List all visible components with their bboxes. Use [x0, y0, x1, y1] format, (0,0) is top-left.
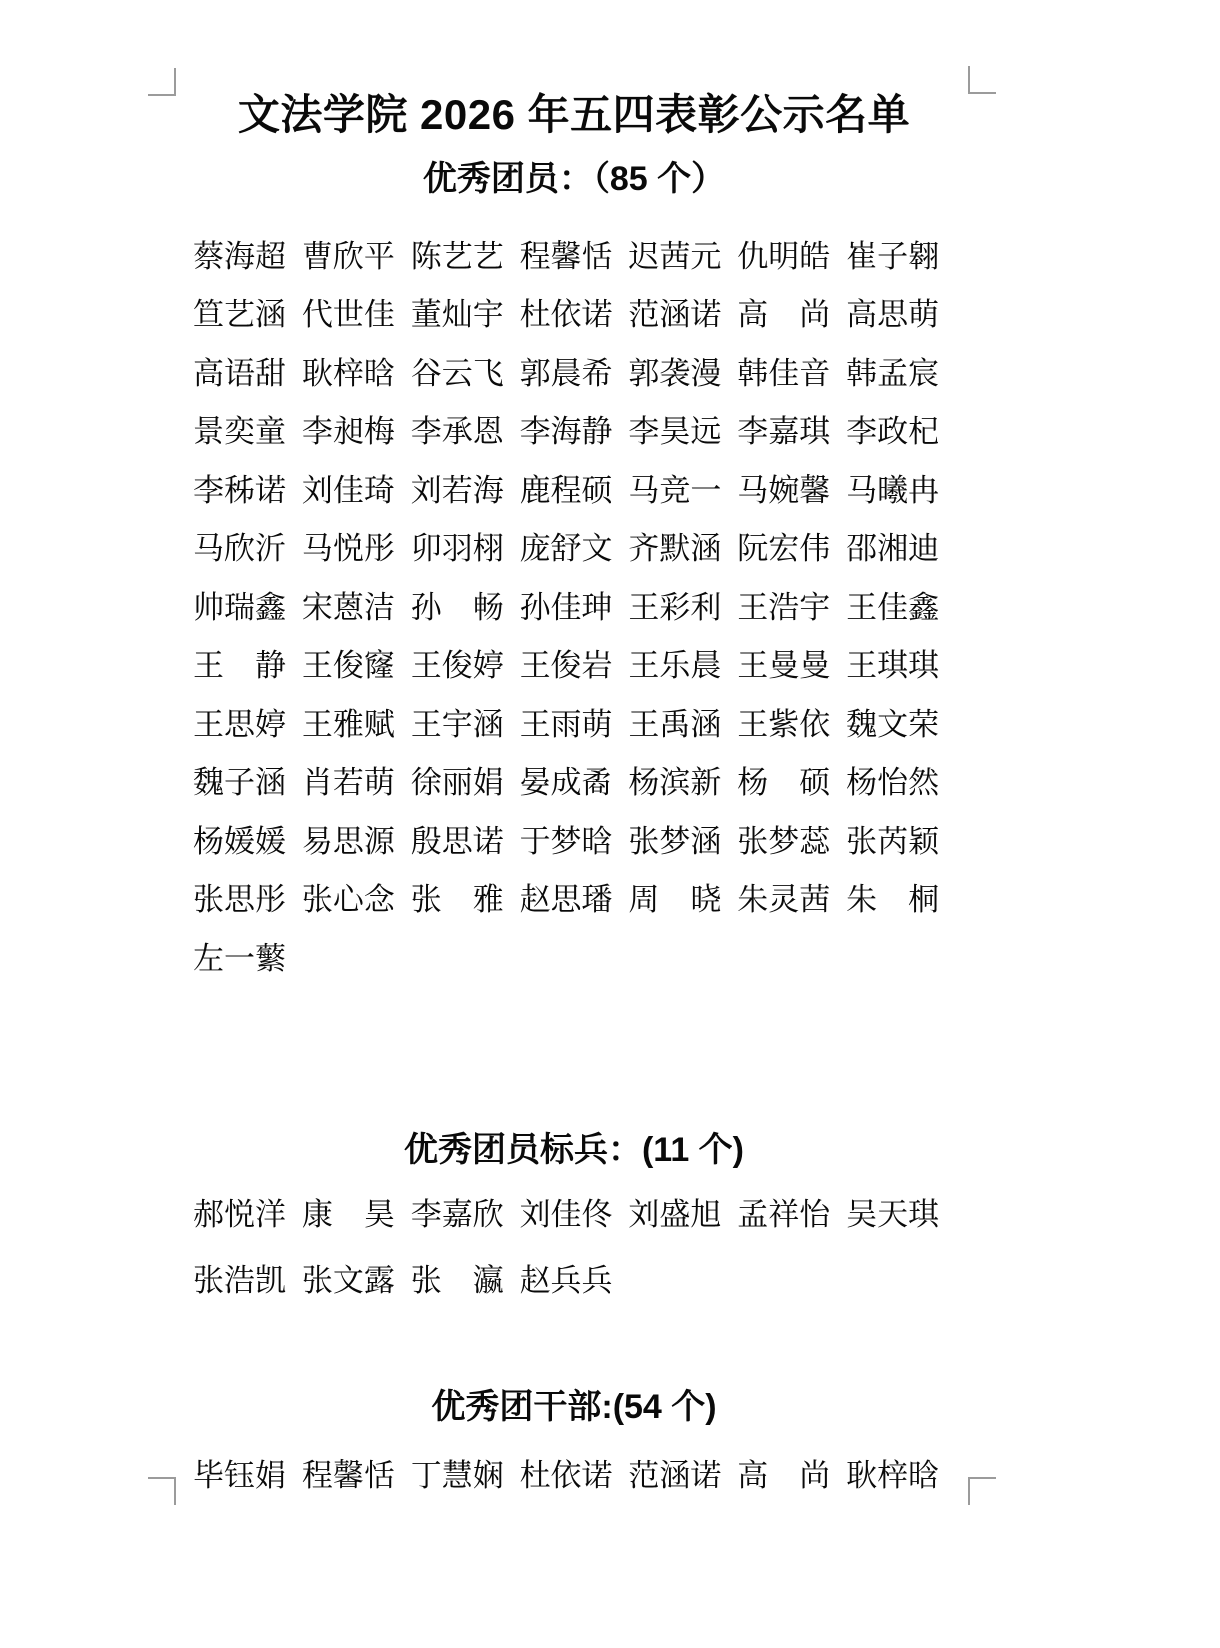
- person-name: 杨媛媛: [193, 823, 286, 859]
- person-name: 于梦晗: [519, 823, 613, 859]
- person-name: 王思婷: [193, 706, 286, 742]
- person-name: 王浩宇: [737, 589, 831, 625]
- name-row: [193, 1443, 955, 1503]
- person-name: 高 尚: [737, 297, 831, 333]
- person-name: 王禹涵: [628, 706, 722, 742]
- section-0: [193, 158, 955, 985]
- person-name: 马竞一: [628, 472, 722, 508]
- crop-mark-top-left-icon: [148, 68, 176, 96]
- person-name: 卯羽栩: [410, 531, 504, 567]
- name-row: [193, 751, 955, 810]
- person-name: 王雨萌: [519, 706, 613, 742]
- person-name: 王俊婷: [410, 648, 504, 684]
- person-name: 毕钰娟: [193, 1458, 286, 1493]
- person-name: 王雅赋: [301, 706, 395, 742]
- person-name: 赵思璠: [519, 882, 613, 918]
- person-name: 杨怡然: [846, 765, 940, 801]
- person-name: 张梦涵: [628, 823, 722, 859]
- person-name: 程馨恬: [301, 1458, 395, 1493]
- person-name: 赵兵兵: [519, 1263, 613, 1298]
- person-name: 刘盛旭: [628, 1197, 722, 1232]
- person-name: 朱 桐: [846, 882, 940, 918]
- person-name: 程馨恬: [519, 238, 613, 274]
- person-name: 宋蒽洁: [301, 589, 395, 625]
- person-name: 王佳鑫: [846, 589, 940, 625]
- name-row: [193, 634, 955, 693]
- person-name: 李海静: [519, 414, 613, 450]
- person-name: 耿梓晗: [846, 1458, 940, 1493]
- person-name: 易思源: [301, 823, 395, 859]
- section-heading: 优秀团员：（85 个）: [422, 160, 726, 198]
- person-name: 肖若萌: [301, 765, 395, 801]
- section-1: [193, 1129, 955, 1311]
- section-heading: 优秀团干部:(54 个): [431, 1387, 717, 1426]
- person-name: 张文露: [301, 1263, 395, 1298]
- name-row: [193, 458, 955, 517]
- person-name: 孙 畅: [410, 589, 504, 625]
- person-name: 马悦彤: [301, 531, 395, 567]
- person-name: 孙佳珅: [519, 589, 613, 625]
- name-row: [193, 224, 955, 283]
- person-name: 韩孟宸: [846, 355, 940, 391]
- person-name: 张 雅: [410, 882, 504, 918]
- person-name: 丁慧娴: [410, 1458, 504, 1493]
- person-name: 马欣沂: [193, 531, 286, 567]
- person-name: 李政杞: [846, 414, 940, 450]
- person-name: 杜依诺: [519, 1458, 613, 1493]
- name-rows: [193, 224, 955, 985]
- person-name: 魏子涵: [193, 765, 286, 801]
- person-name: 陈艺艺: [410, 238, 504, 274]
- person-name: 耿梓晗: [301, 355, 395, 391]
- person-name: 邵湘迪: [846, 531, 940, 567]
- document-content: [193, 0, 955, 1503]
- person-name: 韩佳音: [737, 355, 831, 391]
- person-name: 曹欣平: [301, 238, 395, 274]
- person-name: 张芮颖: [846, 823, 940, 859]
- person-name: 李昊远: [628, 414, 722, 450]
- name-row: [193, 868, 955, 927]
- crop-mark-bottom-right-icon: [968, 1477, 996, 1505]
- person-name: 范涵诺: [628, 297, 722, 333]
- person-name: 李嘉欣: [410, 1197, 504, 1232]
- person-name: 郝悦洋: [193, 1197, 286, 1232]
- person-name: 景奕童: [193, 414, 286, 450]
- name-row: [193, 575, 955, 634]
- person-name: 王彩利: [628, 589, 722, 625]
- person-name: 郭袭漫: [628, 355, 722, 391]
- person-name: 王曼曼: [737, 648, 831, 684]
- person-name: 张 瀛: [410, 1263, 504, 1298]
- person-name: 张思彤: [193, 882, 286, 918]
- person-name: 王宇涵: [410, 706, 504, 742]
- person-name: 王 静: [193, 648, 286, 684]
- name-row: [193, 809, 955, 868]
- person-name: 鹿程硕: [519, 472, 613, 508]
- person-name: 笪艺涵: [193, 297, 286, 333]
- crop-mark-bottom-left-icon: [148, 1477, 176, 1505]
- person-name: 孟祥怡: [737, 1197, 831, 1232]
- name-row: [193, 692, 955, 751]
- person-name: 帅瑞鑫: [193, 589, 286, 625]
- person-name: 刘若海: [410, 472, 504, 508]
- name-rows: [193, 1179, 955, 1311]
- person-name: 庞舒文: [519, 531, 613, 567]
- person-name: 李嘉琪: [737, 414, 831, 450]
- person-name: 杨滨新: [628, 765, 722, 801]
- person-name: 徐丽娟: [410, 765, 504, 801]
- name-row: [193, 517, 955, 576]
- section-heading: 优秀团员标兵：(11 个): [403, 1130, 745, 1169]
- person-name: 杨 硕: [737, 765, 831, 801]
- person-name: 高思萌: [846, 297, 940, 333]
- person-name: 马曦冉: [846, 472, 940, 508]
- crop-mark-top-right-icon: [968, 66, 996, 94]
- name-row: [193, 1179, 955, 1245]
- person-name: 高 尚: [737, 1458, 831, 1493]
- person-name: 齐默涵: [628, 531, 722, 567]
- name-row: [193, 341, 955, 400]
- person-name: 刘佳琦: [301, 472, 395, 508]
- name-row: [193, 1245, 955, 1311]
- person-name: 王紫依: [737, 706, 831, 742]
- person-name: 魏文荣: [846, 706, 940, 742]
- document-title: 文法学院 2026 年五四表彰公示名单: [237, 91, 911, 138]
- person-name: 蔡海超: [193, 238, 286, 274]
- person-name: 阮宏伟: [737, 531, 831, 567]
- person-name: 高语甜: [193, 355, 286, 391]
- person-name: 吴天琪: [846, 1197, 940, 1232]
- person-name: 王琪琪: [846, 648, 940, 684]
- person-name: 李昶梅: [301, 414, 395, 450]
- person-name: 张梦蕊: [737, 823, 831, 859]
- person-name: 迟茜元: [628, 238, 722, 274]
- person-name: 周 晓: [628, 882, 722, 918]
- name-rows: [193, 1443, 955, 1503]
- person-name: 崔子翱: [846, 238, 940, 274]
- person-name: 张心念: [301, 882, 395, 918]
- person-name: 朱灵茜: [737, 882, 831, 918]
- sections-container: [193, 158, 955, 1503]
- person-name: 康 昊: [301, 1197, 395, 1232]
- name-row: [193, 926, 955, 985]
- person-name: 郭晨希: [519, 355, 613, 391]
- person-name: 范涵诺: [628, 1458, 722, 1493]
- person-name: 左一蘩: [193, 940, 286, 976]
- person-name: 王俊岩: [519, 648, 613, 684]
- person-name: 仇明皓: [737, 238, 831, 274]
- person-name: 张浩凯: [193, 1263, 286, 1298]
- person-name: 谷云飞: [410, 355, 504, 391]
- person-name: 杜依诺: [519, 297, 613, 333]
- name-row: [193, 283, 955, 342]
- person-name: 刘佳佟: [519, 1197, 613, 1232]
- person-name: 李承恩: [410, 414, 504, 450]
- person-name: 王乐晨: [628, 648, 722, 684]
- person-name: 殷思诺: [410, 823, 504, 859]
- person-name: 马婉馨: [737, 472, 831, 508]
- section-2: [193, 1386, 955, 1503]
- person-name: 董灿宇: [410, 297, 504, 333]
- person-name: 李秭诺: [193, 472, 286, 508]
- person-name: 王俊窿: [301, 648, 395, 684]
- person-name: 代世佳: [301, 297, 395, 333]
- person-name: 晏成矞: [519, 765, 613, 801]
- name-row: [193, 400, 955, 459]
